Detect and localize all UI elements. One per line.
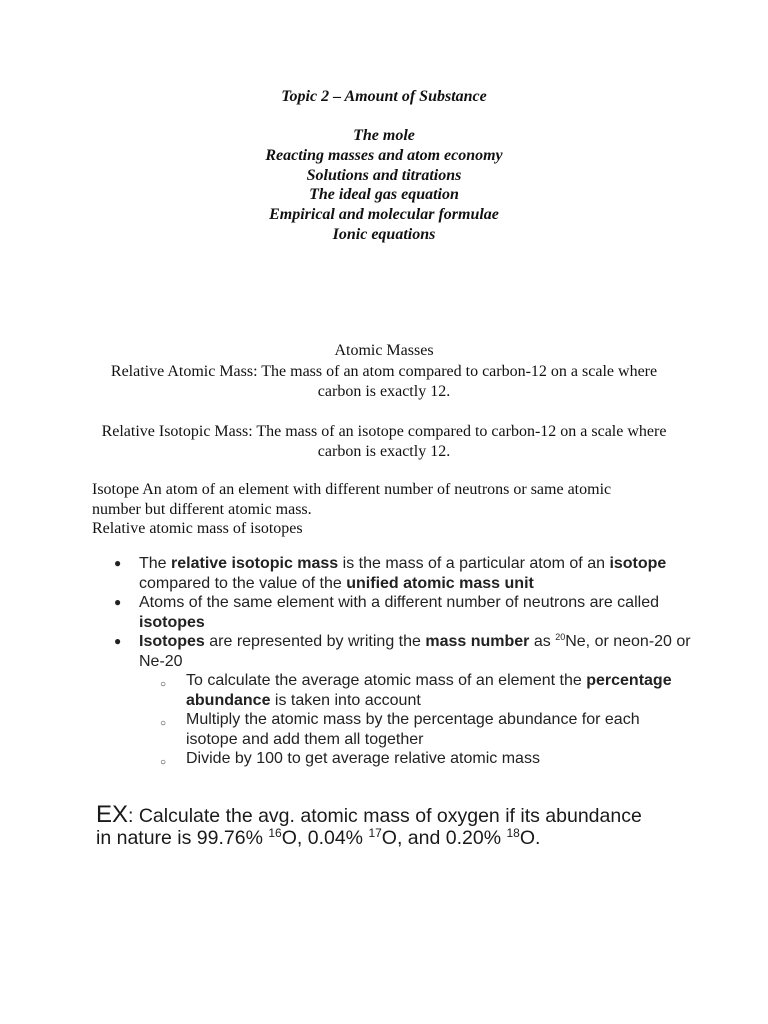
superscript: 17 [368, 825, 382, 840]
sub-bullet-list [158, 671, 692, 769]
list-item [112, 554, 692, 593]
text-run: The [139, 555, 172, 572]
isotope-subheading: Relative atomic mass of isotopes [92, 520, 303, 538]
sub-list-item [158, 749, 692, 769]
subtopic-item: The ideal gas equation [309, 186, 459, 204]
subtopic-item: Solutions and titrations [306, 166, 462, 184]
keyword: unified atomic mass unit [346, 574, 534, 592]
superscript: 16 [268, 825, 282, 840]
superscript: 18 [506, 825, 520, 840]
text-run: compared to the value of the [139, 574, 347, 592]
text-run: is the mass of a particular atom of an [338, 555, 610, 572]
superscript: 20 [555, 632, 566, 642]
text-run: Multiply the atomic mass by the percentage abundance for each isotope and add them all together [186, 711, 640, 748]
text-run: To calculate the average atomic mass of an element the [186, 672, 587, 689]
keyword: percentage abundance [186, 672, 672, 709]
text-run: Atoms of the same element with a different number of neutrons are called [139, 594, 659, 611]
bullet-list [112, 554, 692, 769]
subtopic-item: Reacting masses and atom economy [265, 146, 503, 164]
subtopic-list [0, 126, 768, 245]
text-run: O, 0.04% [281, 826, 369, 849]
relative-isotopic-mass-definition: Relative Isotopic Mass: The mass of an isotope compared to carbon-12 on a scale where carbon is exactly 12. [101, 423, 667, 460]
keyword: isotopes [139, 613, 205, 631]
isotope-paragraph [92, 480, 652, 539]
section-heading: Atomic Masses [334, 342, 434, 359]
sub-list-item [158, 671, 692, 710]
text-run: as [529, 633, 556, 650]
subtopic-item: The mole [353, 127, 415, 144]
bullet-dot-icon: ● [114, 595, 122, 609]
keyword: Isotopes [139, 633, 205, 650]
bullet-dot-icon: ● [114, 556, 122, 570]
text-run: : Calculate the avg. atomic mass of oxygen if its abundance in nature is 99.76% [96, 805, 642, 849]
list-item [112, 593, 692, 632]
keyword: mass number [425, 633, 530, 650]
text-run: Ne, or neon-20 or Ne-20 [139, 633, 691, 670]
hollow-bullet-icon: ○ [160, 718, 167, 729]
text-run: Divide by 100 to get average relative atomic mass [186, 750, 540, 767]
list-item [112, 632, 692, 671]
subtopic-item: Empirical and molecular formulae [269, 206, 499, 224]
sub-list-item [158, 710, 692, 749]
text-run: are represented by writing the [204, 633, 426, 650]
text-run: is taken into account [270, 691, 421, 709]
hollow-bullet-icon: ○ [160, 757, 167, 768]
subtopic-item: Ionic equations [332, 225, 436, 243]
isotope-definition: Isotope An atom of an element with different number of neutrons or same atomic number but different atomic mass. [92, 481, 612, 518]
keyword: isotope [609, 555, 667, 572]
relative-atomic-mass-definition: Relative Atomic Mass: The mass of an atom compared to carbon-12 on a scale where carbon is exactly 12. [110, 363, 658, 400]
example-problem [96, 801, 656, 849]
keyword: relative isotopic mass [171, 555, 339, 572]
text-run: O. [519, 826, 541, 849]
bullet-dot-icon: ● [114, 634, 122, 648]
topic-title: Topic 2 – Amount of Substance [281, 88, 487, 105]
hollow-bullet-icon: ○ [160, 679, 167, 690]
example-label: EX [96, 801, 129, 828]
text-run: O, and 0.20% [381, 826, 507, 849]
